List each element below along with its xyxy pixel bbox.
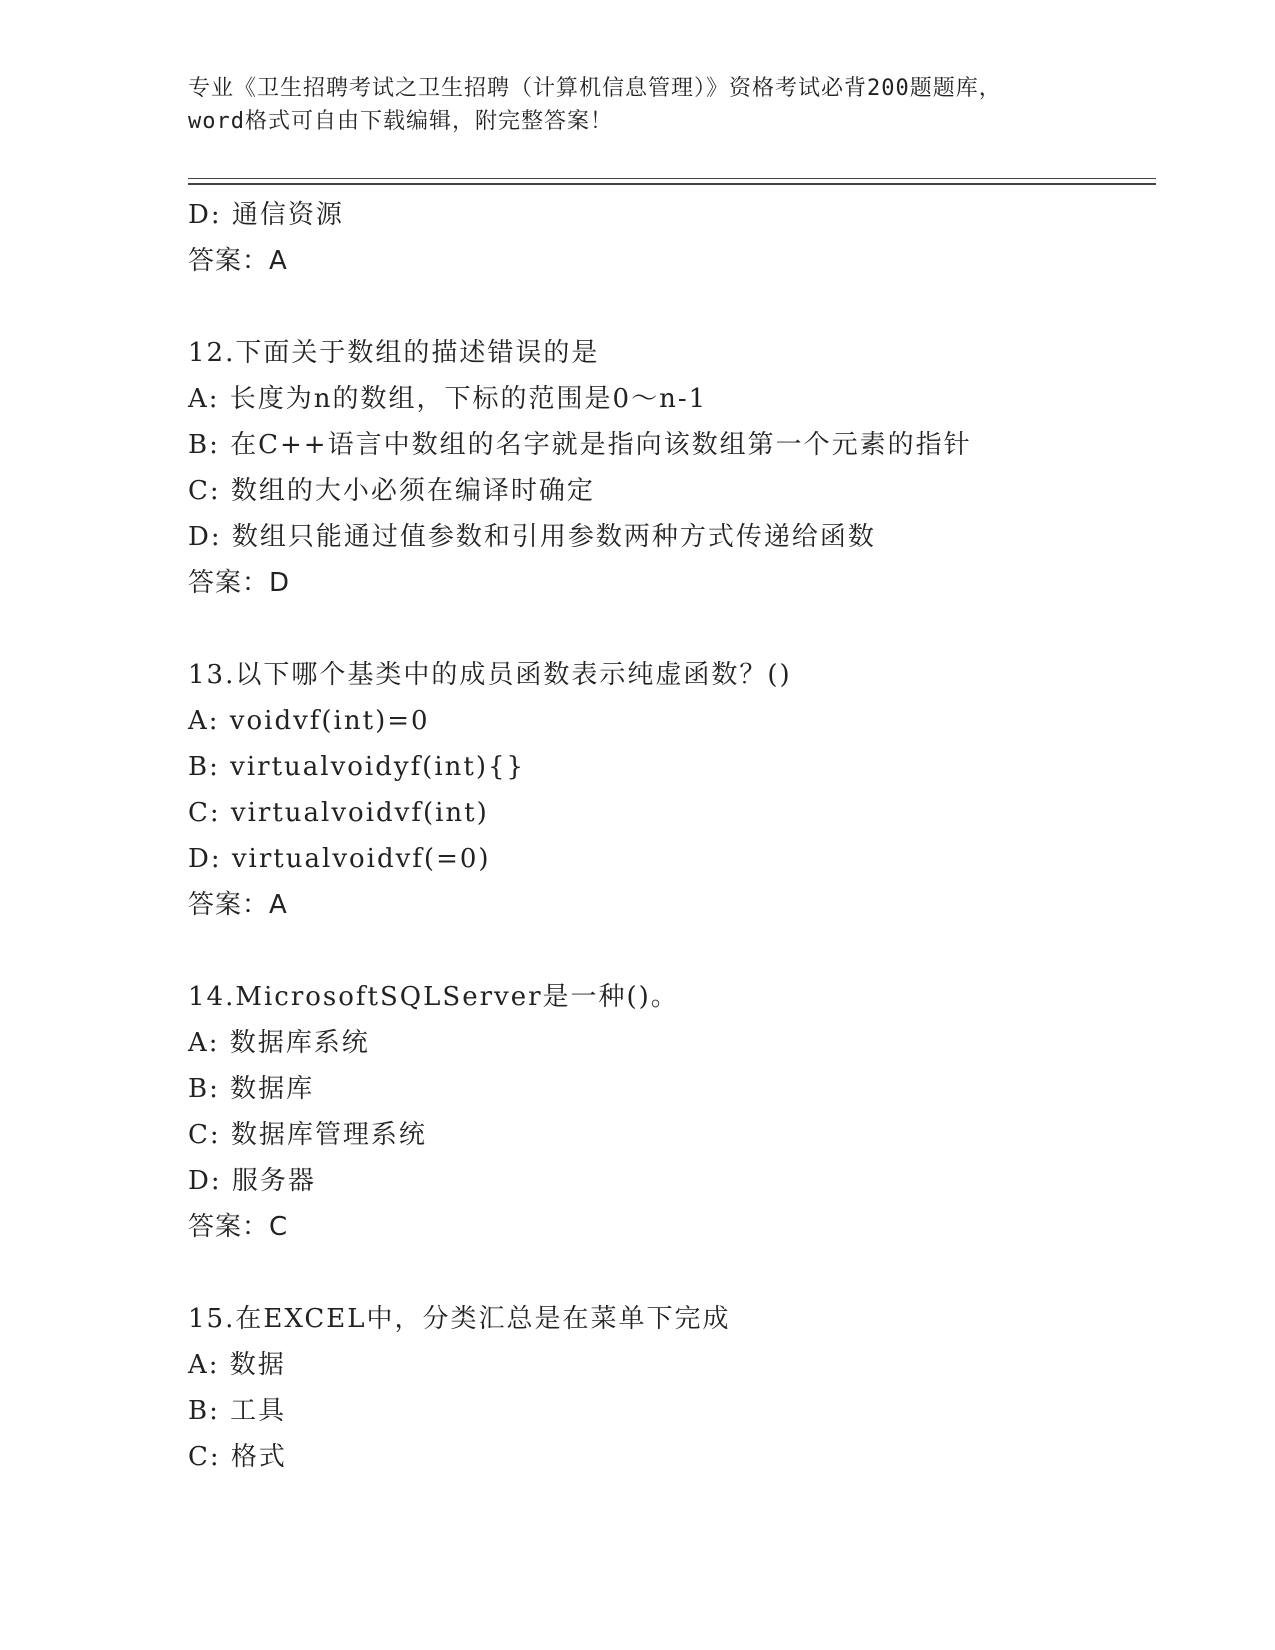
answer-line: 答案：A [188,890,288,920]
header-line-1: 专业《卫生招聘考试之卫生招聘（计算机信息管理）》资格考试必背200题题库， [188,76,1002,101]
option-d: D: 数组只能通过值参数和引用参数两种方式传递给函数 [188,522,876,552]
option-d: D: 服务器 [188,1166,316,1196]
option-b: B: 数据库 [188,1074,315,1104]
option-a: A: 长度为n的数组，下标的范围是0～n-1 [188,384,708,414]
header-rule-thick [188,183,1156,185]
header-rule-thin [188,178,1156,179]
header-line-2: word格式可自由下载编辑，附完整答案！ [188,109,613,134]
question-stem: 14.MicrosoftSQLServer是一种()。 [188,982,679,1012]
option-c: C: 格式 [188,1442,287,1472]
answer-line: 答案：A [188,246,288,276]
question-stem: 15.在EXCEL中，分类汇总是在菜单下完成 [188,1304,731,1334]
option-b: B: virtualvoidyf(int){} [188,752,526,782]
answer-line: 答案：D [188,568,291,598]
option-b: B: 在C++语言中数组的名字就是指向该数组第一个元素的指针 [188,430,972,460]
question-12 [188,330,1168,606]
question-14 [188,974,1168,1250]
question-list [188,192,1168,1480]
option-d: D: virtualvoidvf(=0) [188,844,491,874]
answer-line: 答案：C [188,1212,289,1242]
option-b: B: 工具 [188,1396,287,1426]
option-c: C: 数据库管理系统 [188,1120,427,1150]
option-c: C: 数组的大小必须在编译时确定 [188,476,595,506]
option-c: C: virtualvoidvf(int) [188,798,489,828]
option-a: A: voidvf(int)=0 [188,706,430,736]
question-15 [188,1296,1168,1480]
option-d: D: 通信资源 [188,200,344,230]
question-stem: 12.下面关于数组的描述错误的是 [188,338,600,368]
option-a: A: 数据 [188,1350,286,1380]
document-header [188,72,1088,138]
question-stem: 13.以下哪个基类中的成员函数表示纯虚函数？() [188,660,792,690]
question-13 [188,652,1168,928]
option-a: A: 数据库系统 [188,1028,370,1058]
